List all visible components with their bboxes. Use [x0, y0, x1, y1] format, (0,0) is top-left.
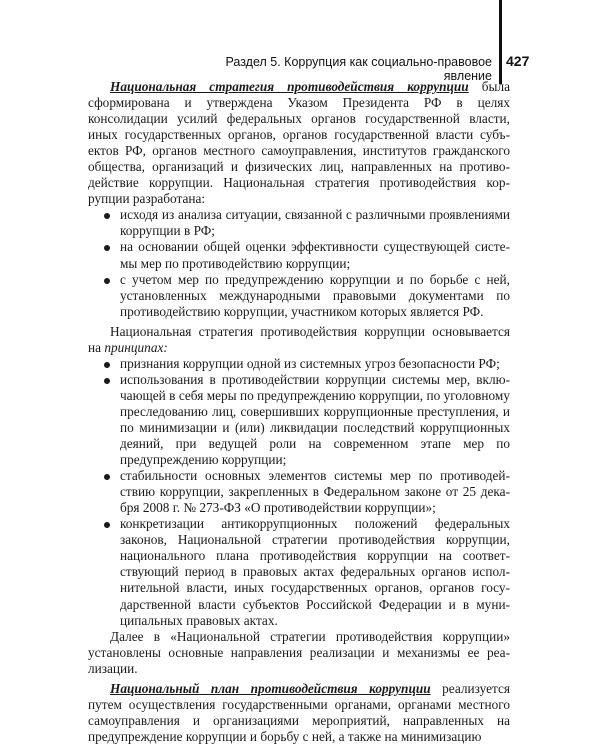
bullet-icon	[104, 245, 110, 251]
list-item: с учетом мер по предупреждению коррупции и по борьбе с ней, установленных международными правовыми документами по противодействию коррупции, участником которых является РФ.	[88, 272, 510, 320]
bullet-icon	[104, 362, 110, 368]
paragraph-text: реализуется путем осуществления государственными органами, органами местного самоуправления и организациями мероприятий, направленных на предупреждение коррупции и борьбу с ней, а также на минимизацию	[88, 680, 510, 744]
emphasis-principles: принципах:	[104, 339, 168, 355]
list-item: признания коррупции одной из системных угроз безопасности РФ;	[88, 356, 510, 372]
bullet-icon	[104, 213, 110, 219]
bullet-icon	[104, 522, 110, 528]
paragraph-national-plan	[88, 681, 510, 745]
list-item: использования в противодействии коррупции системы мер, включающей в себя меры по предупреждению коррупции, по уголовному преследованию лиц, совершивших коррупционные преступления, и по минимизации и (или) ликвидации последствий коррупционных деяний, при ведущей роли на современном этапе мер по предупреждению коррупции;	[88, 372, 510, 468]
paragraph-national-strategy	[88, 79, 510, 207]
list-strategy-basis	[88, 207, 510, 319]
list-item: конкретизации антикоррупционных положений федеральных законов, Национальной стратегии противодействия коррупции, национального плана противодействия коррупции на соответствующий период в правовых актах федеральных органов исполнительной власти, иных государственных органов, органов государственной власти субъектов Российской Федерации и в муниципальных правовых актах.	[88, 516, 510, 628]
list-item: стабильности основных элементов системы мер по противодействию коррупции, закрепленных в Федеральном законе от 25 декабря 2008 г. № 273-ФЗ «О противодействии коррупции»;	[88, 468, 510, 516]
term-national-plan: Национальный план противодействия коррупции	[110, 680, 431, 696]
body-text	[88, 79, 510, 745]
list-principles	[88, 356, 510, 629]
paragraph-text: была сформирована и утверждена Указом Президента РФ в целях консолидации усилий федеральных органов государственной власти, иных государственных органов, органов государственной власти субъектов РФ, органов местного самоуправления, институтов гражданского общества, организаций и физических лиц, направленных на противодействие коррупции. Национальная стратегия противодействия коррупции разработана:	[88, 79, 510, 207]
bullet-icon	[104, 474, 110, 480]
header-rule	[499, 0, 502, 84]
running-head: Раздел 5. Коррупция как социально-правовое явление	[225, 55, 492, 83]
paragraph-text: Национальная стратегия противодействия коррупции основывается на	[88, 323, 510, 355]
list-item: исходя из анализа ситуации, связанной с различными проявлениями коррупции в РФ;	[88, 207, 510, 239]
term-national-strategy: Национальная стратегия противодействия коррупции	[110, 79, 469, 94]
bullet-icon	[104, 378, 110, 384]
page-number: 427	[506, 53, 530, 69]
paragraph-further: Далее в «Национальной стратегии противодействия коррупции» установлены основные направления реализации и механизмы ее реализации.	[88, 628, 510, 676]
list-item: на основании общей оценки эффективности существующей системы мер по противодействию коррупции;	[88, 239, 510, 271]
bullet-icon	[104, 278, 110, 284]
paragraph-principles	[88, 324, 510, 356]
